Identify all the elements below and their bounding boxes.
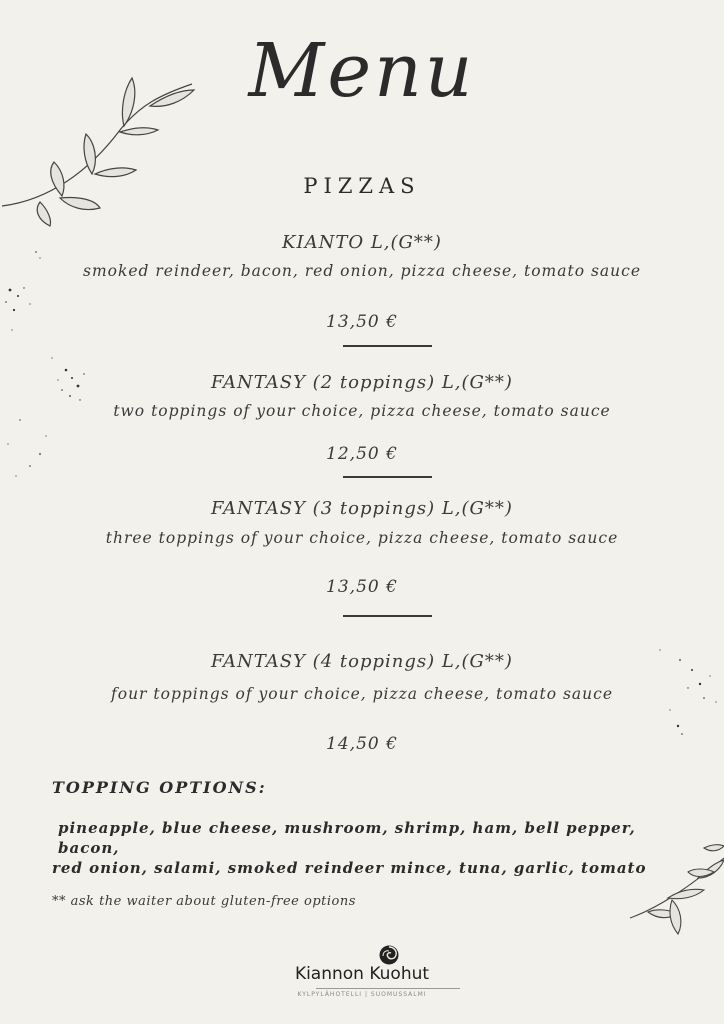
logo-subtitle: KYLPYLÄHOTELLI | SUOMUSSALMI xyxy=(297,991,427,998)
logo-underline xyxy=(316,988,460,989)
menu-item-description: two toppings of your choice, pizza cheese, tomato sauce xyxy=(113,402,611,420)
price-divider xyxy=(343,345,432,347)
menu-item-price: 13,50 € xyxy=(326,577,398,597)
menu-item-description: smoked reindeer, bacon, red onion, pizza cheese, tomato sauce xyxy=(82,262,642,280)
menu-title: Menu xyxy=(248,28,476,114)
topping-options-line: pineapple, blue cheese, mushroom, shrimp, ham, bell pepper, bacon, xyxy=(58,819,636,857)
menu-item-name: FANTASY (2 toppings) L,(G**) xyxy=(211,372,513,393)
menu-item-name: FANTASY (4 toppings) L,(G**) xyxy=(211,651,513,672)
price-divider xyxy=(343,615,432,617)
topping-options-line: red onion, salami, smoked reindeer mince, tuna, garlic, tomato xyxy=(52,859,647,877)
section-heading-pizzas: PIZZAS xyxy=(303,174,421,198)
menu-item-description: three toppings of your choice, pizza cheese, tomato sauce xyxy=(105,529,619,547)
logo-name: Kiannon Kuohut xyxy=(294,964,430,984)
swirl-logo-icon xyxy=(378,944,400,966)
menu-item-name: FANTASY (3 toppings) L,(G**) xyxy=(211,498,513,519)
menu-item-price: 13,50 € xyxy=(326,312,398,332)
menu-item-price: 12,50 € xyxy=(326,444,398,464)
topping-options-list xyxy=(52,818,692,878)
menu-item-description: four toppings of your choice, pizza cheese, tomato sauce xyxy=(111,685,613,703)
menu-item-price: 14,50 € xyxy=(326,734,398,754)
gluten-free-note: ** ask the waiter about gluten-free options xyxy=(52,894,356,909)
topping-options-heading: TOPPING OPTIONS: xyxy=(52,778,267,797)
menu-item-name: KIANTO L,(G**) xyxy=(282,232,442,253)
price-divider xyxy=(343,476,432,478)
